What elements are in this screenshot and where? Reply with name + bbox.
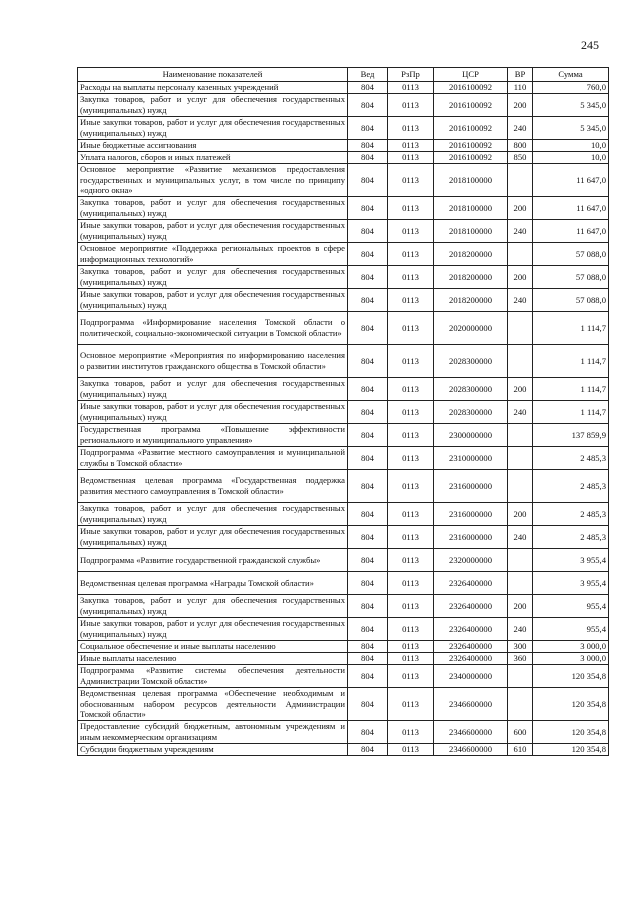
cell-rzpr: 0113 [388, 572, 434, 595]
cell-csr: 2018200000 [434, 266, 508, 289]
header-vr: ВР [508, 68, 533, 82]
table-row [78, 378, 609, 401]
cell-name: Иные закупки товаров, работ и услуг для обеспечения государственных (муниципальных) нужд [78, 618, 348, 641]
table-row [78, 243, 609, 266]
cell-name: Основное мероприятие «Мероприятия по информированию населения о развитии институтов гражданского общества в Томской области» [78, 345, 348, 378]
cell-csr: 2018200000 [434, 289, 508, 312]
table-body [78, 82, 609, 756]
budget-table [77, 67, 609, 756]
cell-sum: 3 955,4 [533, 549, 609, 572]
header-name: Наименование показателей [78, 68, 348, 82]
cell-ved: 804 [348, 345, 388, 378]
table-row [78, 470, 609, 503]
cell-name: Иные закупки товаров, работ и услуг для обеспечения государственных (муниципальных) нужд [78, 401, 348, 424]
cell-vr [508, 572, 533, 595]
cell-vr: 200 [508, 197, 533, 220]
cell-csr: 2340000000 [434, 665, 508, 688]
cell-csr: 2028300000 [434, 345, 508, 378]
cell-name: Ведомственная целевая программа «Награды Томской области» [78, 572, 348, 595]
cell-name: Закупка товаров, работ и услуг для обеспечения государственных (муниципальных) нужд [78, 378, 348, 401]
cell-sum: 57 088,0 [533, 289, 609, 312]
cell-ved: 804 [348, 94, 388, 117]
cell-csr: 2346600000 [434, 721, 508, 744]
cell-name: Иные бюджетные ассигнования [78, 140, 348, 152]
cell-rzpr: 0113 [388, 82, 434, 94]
cell-sum: 120 354,8 [533, 721, 609, 744]
cell-vr: 240 [508, 289, 533, 312]
cell-vr [508, 665, 533, 688]
cell-rzpr: 0113 [388, 424, 434, 447]
cell-rzpr: 0113 [388, 447, 434, 470]
table-row [78, 503, 609, 526]
table-row [78, 152, 609, 164]
header-rzpr: РзПр [388, 68, 434, 82]
cell-rzpr: 0113 [388, 266, 434, 289]
table-row [78, 401, 609, 424]
cell-vr: 850 [508, 152, 533, 164]
cell-name: Государственная программа «Повышение эффективности регионального и муниципального управления» [78, 424, 348, 447]
header-csr: ЦСР [434, 68, 508, 82]
cell-ved: 804 [348, 266, 388, 289]
cell-csr: 2018200000 [434, 243, 508, 266]
cell-ved: 804 [348, 312, 388, 345]
cell-sum: 3 000,0 [533, 653, 609, 665]
cell-ved: 804 [348, 526, 388, 549]
table-row [78, 572, 609, 595]
cell-ved: 804 [348, 618, 388, 641]
cell-vr [508, 243, 533, 266]
cell-vr: 800 [508, 140, 533, 152]
cell-ved: 804 [348, 595, 388, 618]
cell-name: Ведомственная целевая программа «Государственная поддержка развития местного самоуправления в Томской области» [78, 470, 348, 503]
cell-csr: 2310000000 [434, 447, 508, 470]
cell-rzpr: 0113 [388, 641, 434, 653]
cell-csr: 2326400000 [434, 653, 508, 665]
cell-sum: 1 114,7 [533, 312, 609, 345]
cell-sum: 1 114,7 [533, 378, 609, 401]
cell-ved: 804 [348, 117, 388, 140]
cell-csr: 2018100000 [434, 220, 508, 243]
cell-sum: 57 088,0 [533, 243, 609, 266]
cell-ved: 804 [348, 197, 388, 220]
cell-sum: 2 485,3 [533, 470, 609, 503]
table-row [78, 117, 609, 140]
table-row [78, 140, 609, 152]
table-row [78, 641, 609, 653]
cell-rzpr: 0113 [388, 197, 434, 220]
cell-name: Уплата налогов, сборов и иных платежей [78, 152, 348, 164]
cell-sum: 2 485,3 [533, 447, 609, 470]
cell-csr: 2016100092 [434, 117, 508, 140]
cell-ved: 804 [348, 164, 388, 197]
cell-vr: 200 [508, 378, 533, 401]
cell-ved: 804 [348, 503, 388, 526]
cell-csr: 2326400000 [434, 572, 508, 595]
table-row [78, 653, 609, 665]
cell-name: Закупка товаров, работ и услуг для обеспечения государственных (муниципальных) нужд [78, 595, 348, 618]
cell-csr: 2020000000 [434, 312, 508, 345]
cell-sum: 11 647,0 [533, 220, 609, 243]
cell-rzpr: 0113 [388, 152, 434, 164]
cell-csr: 2346600000 [434, 744, 508, 756]
cell-csr: 2326400000 [434, 641, 508, 653]
cell-rzpr: 0113 [388, 665, 434, 688]
cell-vr: 200 [508, 503, 533, 526]
cell-csr: 2016100092 [434, 140, 508, 152]
cell-name: Закупка товаров, работ и услуг для обеспечения государственных (муниципальных) нужд [78, 503, 348, 526]
table-header-row [78, 68, 609, 82]
cell-ved: 804 [348, 572, 388, 595]
cell-name: Подпрограмма «Развитие государственной гражданской службы» [78, 549, 348, 572]
cell-rzpr: 0113 [388, 312, 434, 345]
cell-vr [508, 470, 533, 503]
cell-vr: 360 [508, 653, 533, 665]
cell-name: Иные закупки товаров, работ и услуг для обеспечения государственных (муниципальных) нужд [78, 220, 348, 243]
cell-sum: 57 088,0 [533, 266, 609, 289]
cell-rzpr: 0113 [388, 117, 434, 140]
table-row [78, 744, 609, 756]
header-sum: Сумма [533, 68, 609, 82]
cell-sum: 10,0 [533, 140, 609, 152]
cell-rzpr: 0113 [388, 164, 434, 197]
cell-vr: 240 [508, 117, 533, 140]
cell-ved: 804 [348, 220, 388, 243]
table-row [78, 266, 609, 289]
cell-vr: 600 [508, 721, 533, 744]
cell-vr: 610 [508, 744, 533, 756]
cell-vr: 240 [508, 618, 533, 641]
cell-ved: 804 [348, 721, 388, 744]
cell-rzpr: 0113 [388, 220, 434, 243]
table-row [78, 94, 609, 117]
table-row [78, 220, 609, 243]
cell-rzpr: 0113 [388, 401, 434, 424]
cell-name: Закупка товаров, работ и услуг для обеспечения государственных (муниципальных) нужд [78, 197, 348, 220]
cell-sum: 2 485,3 [533, 526, 609, 549]
cell-rzpr: 0113 [388, 721, 434, 744]
cell-sum: 11 647,0 [533, 164, 609, 197]
table-row [78, 424, 609, 447]
cell-rzpr: 0113 [388, 618, 434, 641]
cell-sum: 10,0 [533, 152, 609, 164]
table-row [78, 618, 609, 641]
cell-vr: 200 [508, 94, 533, 117]
cell-rzpr: 0113 [388, 744, 434, 756]
cell-rzpr: 0113 [388, 289, 434, 312]
cell-sum: 5 345,0 [533, 94, 609, 117]
header-ved: Вед [348, 68, 388, 82]
cell-name: Закупка товаров, работ и услуг для обеспечения государственных (муниципальных) нужд [78, 94, 348, 117]
cell-csr: 2316000000 [434, 503, 508, 526]
cell-rzpr: 0113 [388, 503, 434, 526]
cell-ved: 804 [348, 152, 388, 164]
cell-csr: 2018100000 [434, 197, 508, 220]
table-row [78, 447, 609, 470]
table-row [78, 197, 609, 220]
cell-ved: 804 [348, 140, 388, 152]
cell-sum: 120 354,8 [533, 688, 609, 721]
cell-rzpr: 0113 [388, 595, 434, 618]
cell-sum: 3 955,4 [533, 572, 609, 595]
cell-csr: 2018100000 [434, 164, 508, 197]
cell-ved: 804 [348, 289, 388, 312]
cell-sum: 1 114,7 [533, 345, 609, 378]
cell-vr [508, 447, 533, 470]
table-row [78, 345, 609, 378]
cell-vr: 240 [508, 401, 533, 424]
cell-ved: 804 [348, 82, 388, 94]
cell-rzpr: 0113 [388, 243, 434, 266]
cell-ved: 804 [348, 378, 388, 401]
cell-name: Субсидии бюджетным учреждениям [78, 744, 348, 756]
cell-sum: 5 345,0 [533, 117, 609, 140]
cell-sum: 1 114,7 [533, 401, 609, 424]
cell-vr [508, 424, 533, 447]
table-row [78, 526, 609, 549]
cell-csr: 2016100092 [434, 152, 508, 164]
cell-csr: 2028300000 [434, 378, 508, 401]
cell-sum: 120 354,8 [533, 665, 609, 688]
cell-name: Предоставление субсидий бюджетным, автономным учреждениям и иным некоммерческим организациям [78, 721, 348, 744]
cell-vr: 240 [508, 220, 533, 243]
cell-ved: 804 [348, 424, 388, 447]
cell-csr: 2016100092 [434, 94, 508, 117]
cell-ved: 804 [348, 470, 388, 503]
cell-name: Основное мероприятие «Поддержка региональных проектов в сфере информационных технологий» [78, 243, 348, 266]
cell-ved: 804 [348, 744, 388, 756]
cell-ved: 804 [348, 243, 388, 266]
cell-ved: 804 [348, 688, 388, 721]
cell-rzpr: 0113 [388, 653, 434, 665]
cell-csr: 2300000000 [434, 424, 508, 447]
cell-csr: 2320000000 [434, 549, 508, 572]
cell-rzpr: 0113 [388, 345, 434, 378]
cell-csr: 2316000000 [434, 526, 508, 549]
cell-sum: 760,0 [533, 82, 609, 94]
table-row [78, 549, 609, 572]
cell-sum: 955,4 [533, 595, 609, 618]
cell-ved: 804 [348, 641, 388, 653]
table-row [78, 665, 609, 688]
cell-sum: 3 000,0 [533, 641, 609, 653]
cell-vr: 240 [508, 526, 533, 549]
cell-name: Расходы на выплаты персоналу казенных учреждений [78, 82, 348, 94]
cell-csr: 2028300000 [434, 401, 508, 424]
cell-ved: 804 [348, 653, 388, 665]
cell-ved: 804 [348, 665, 388, 688]
cell-csr: 2316000000 [434, 470, 508, 503]
cell-vr: 300 [508, 641, 533, 653]
table-row [78, 595, 609, 618]
cell-vr: 200 [508, 266, 533, 289]
cell-vr [508, 688, 533, 721]
cell-vr: 200 [508, 595, 533, 618]
cell-vr [508, 164, 533, 197]
table-row [78, 721, 609, 744]
cell-vr [508, 549, 533, 572]
cell-name: Закупка товаров, работ и услуг для обеспечения государственных (муниципальных) нужд [78, 266, 348, 289]
cell-sum: 11 647,0 [533, 197, 609, 220]
table-row [78, 688, 609, 721]
cell-name: Подпрограмма «Развитие системы обеспечения деятельности Администрации Томской области» [78, 665, 348, 688]
page-number: 245 [581, 38, 599, 52]
cell-vr [508, 312, 533, 345]
table-row [78, 289, 609, 312]
cell-name: Иные выплаты населению [78, 653, 348, 665]
cell-rzpr: 0113 [388, 94, 434, 117]
table-row [78, 312, 609, 345]
cell-csr: 2326400000 [434, 595, 508, 618]
table-row [78, 164, 609, 197]
cell-name: Подпрограмма «Развитие местного самоуправления и муниципальной службы в Томской области» [78, 447, 348, 470]
cell-rzpr: 0113 [388, 688, 434, 721]
cell-sum: 2 485,3 [533, 503, 609, 526]
cell-ved: 804 [348, 549, 388, 572]
cell-name: Основное мероприятие «Развитие механизмов предоставления государственных и муниципальных услуг, в том числе по принципу «одного окна» [78, 164, 348, 197]
cell-name: Социальное обеспечение и иные выплаты населению [78, 641, 348, 653]
cell-csr: 2016100092 [434, 82, 508, 94]
table-row [78, 82, 609, 94]
cell-name: Ведомственная целевая программа «Обеспечение необходимым и обоснованным набором ресурсов деятельности Администрации Томской области» [78, 688, 348, 721]
cell-name: Иные закупки товаров, работ и услуг для обеспечения государственных (муниципальных) нужд [78, 526, 348, 549]
cell-rzpr: 0113 [388, 549, 434, 572]
cell-sum: 955,4 [533, 618, 609, 641]
cell-csr: 2346600000 [434, 688, 508, 721]
cell-name: Иные закупки товаров, работ и услуг для обеспечения государственных (муниципальных) нужд [78, 289, 348, 312]
cell-rzpr: 0113 [388, 526, 434, 549]
cell-vr [508, 345, 533, 378]
cell-sum: 120 354,8 [533, 744, 609, 756]
cell-name: Подпрограмма «Информирование населения Томской области о политической, социально-экономической ситуации в Томской области» [78, 312, 348, 345]
cell-name: Иные закупки товаров, работ и услуг для обеспечения государственных (муниципальных) нужд [78, 117, 348, 140]
cell-rzpr: 0113 [388, 140, 434, 152]
cell-rzpr: 0113 [388, 470, 434, 503]
cell-ved: 804 [348, 401, 388, 424]
cell-sum: 137 859,9 [533, 424, 609, 447]
cell-vr: 110 [508, 82, 533, 94]
cell-ved: 804 [348, 447, 388, 470]
cell-rzpr: 0113 [388, 378, 434, 401]
cell-csr: 2326400000 [434, 618, 508, 641]
